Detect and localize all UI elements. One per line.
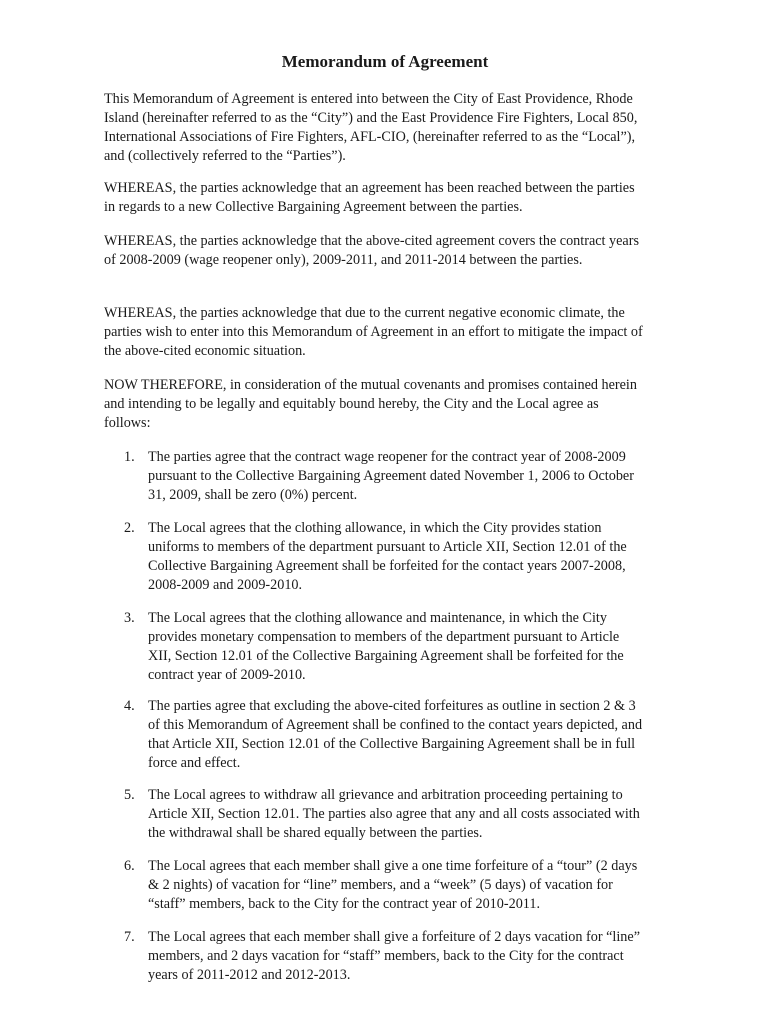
- whereas-paragraph-1: WHEREAS, the parties acknowledge that an agreement has been reached between the parties in regards to a new Collective Bargaining Agreement between the parties.: [104, 180, 635, 215]
- list-item: [124, 609, 644, 685]
- list-item: [124, 697, 644, 773]
- list-item-text: The parties agree that the contract wage reopener for the contract year of 2008-2009 pursuant to the Collective Bargaining Agreement dated November 1, 2006 to October 31, 2009, shall be zero (0%) percent.: [148, 449, 634, 503]
- list-item-number: 2.: [124, 520, 135, 536]
- list-item-number: 1.: [124, 449, 135, 465]
- now-therefore-paragraph: NOW THEREFORE, in consideration of the mutual covenants and promises contained herein and intending to be legally and equitably bound hereby, the City and the Local agree as follows:: [104, 377, 637, 431]
- list-item-text: The Local agrees that each member shall give a forfeiture of 2 days vacation for “line” members, and 2 days vacation for “staff” members, back to the City for the contract years of 2011-2012 and 2012-2013.: [148, 929, 640, 983]
- intro-paragraph: This Memorandum of Agreement is entered into between the City of East Providence, Rhode Island (hereinafter referred to as the “City”) and the East Providence Fire Fighters, Local 850, International Associations of Fire Fighters, AFL-CIO, (hereinafter referred to as the “Local”), and (collectively referred to the “Parties”).: [104, 91, 638, 164]
- list-item: [124, 786, 644, 843]
- list-item: [124, 857, 644, 914]
- list-item-text: The Local agrees that the clothing allowance, in which the City provides station uniforms to members of the department pursuant to Article XII, Section 12.01 of the Collective Bargaining Agreement shall be forfeited for the contact years 2007-2008, 2008-2009 and 2009-2010.: [148, 520, 627, 593]
- list-item-number: 4.: [124, 698, 135, 714]
- list-item-text: The Local agrees that the clothing allowance and maintenance, in which the City provides monetary compensation to members of the department pursuant to Article XII, Section 12.01 of the Collective Bargaining Agreement shall be forfeited for the contract year of 2009-2010.: [148, 610, 624, 683]
- list-item: [124, 519, 644, 595]
- whereas-paragraph-2: WHEREAS, the parties acknowledge that the above-cited agreement covers the contract years of 2008-2009 (wage reopener only), 2009-2011, and 2011-2014 between the parties.: [104, 233, 639, 268]
- whereas-paragraph-3: WHEREAS, the parties acknowledge that due to the current negative economic climate, the parties wish to enter into this Memorandum of Agreement in an effort to mitigate the impact of the above-cited economic situation.: [104, 305, 643, 359]
- list-item-number: 6.: [124, 858, 135, 874]
- list-item-number: 5.: [124, 787, 135, 803]
- list-item: [124, 448, 644, 505]
- list-item-text: The Local agrees that each member shall give a one time forfeiture of a “tour” (2 days & 2 nights) of vacation for “line” members, and a “week” (5 days) of vacation for “staff” members, back to the City for the contract year of 2010-2011.: [148, 858, 638, 912]
- list-item-number: 7.: [124, 929, 135, 945]
- list-item-text: The Local agrees to withdraw all grievance and arbitration proceeding pertaining to Article XII, Section 12.01. The parties also agree that any and all costs associated with the withdrawal shall be shared equally between the parties.: [148, 787, 640, 841]
- list-item-text: The parties agree that excluding the above-cited forfeitures as outline in section 2 & 3 of this Memorandum of Agreement shall be confined to the contact years depicted, and that Article XII, Section 12.01 of the Collective Bargaining Agreement shall be in full force and effect.: [148, 698, 643, 771]
- list-item-number: 3.: [124, 610, 135, 626]
- document-title: Memorandum of Agreement: [281, 52, 489, 71]
- list-item: [124, 928, 644, 985]
